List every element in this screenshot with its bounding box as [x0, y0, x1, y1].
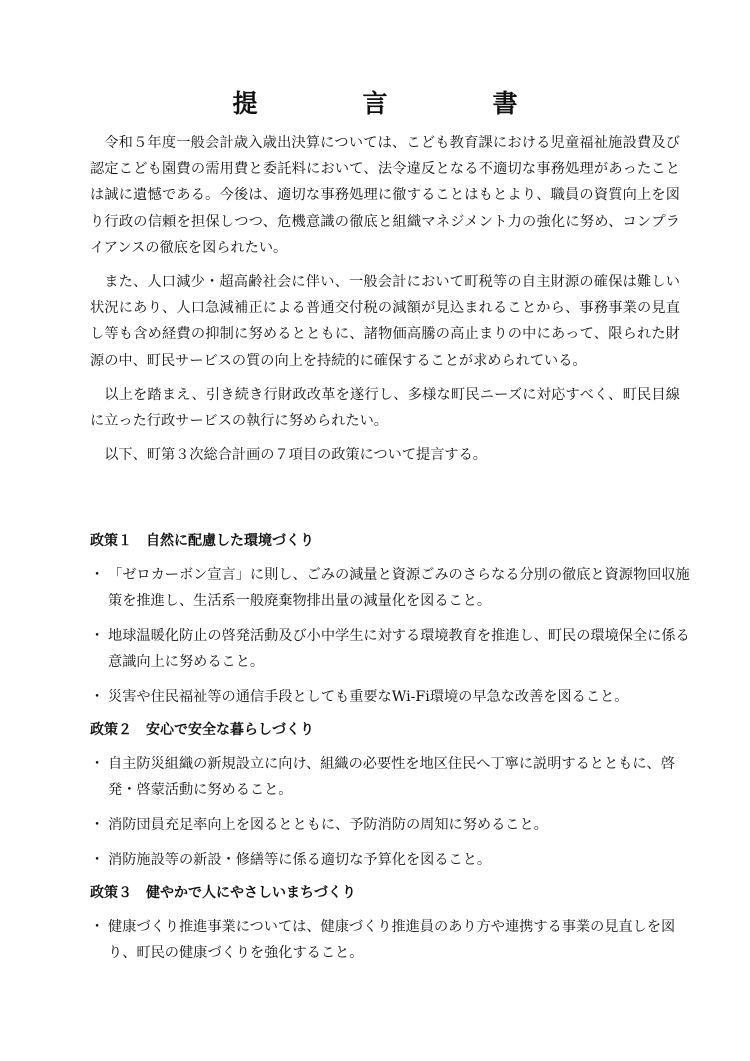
policy-2 — [90, 719, 690, 873]
policy-item — [90, 684, 690, 710]
bullet-mark: ・ — [90, 689, 105, 705]
policy-item-text: 消防団員充足率向上を図るとともに、予防消防の周知に努めること。 — [108, 817, 548, 833]
policy-item — [90, 847, 690, 873]
intro-paragraph-4: 以下、町第３次総合計画の７項目の政策について提言する。 — [104, 447, 487, 464]
policy-item — [90, 751, 690, 803]
policy-item — [90, 623, 690, 675]
policy-3 — [90, 882, 690, 966]
policies-section — [90, 530, 690, 975]
policy-item-list — [90, 914, 690, 966]
policy-heading — [90, 719, 690, 741]
policy-heading — [90, 530, 690, 552]
document-title: 提 言 書 — [232, 89, 558, 118]
policy-1 — [90, 530, 690, 710]
policy-title: 健やかで人にやさしいまちづくり — [146, 885, 356, 901]
policy-number: 政策２ — [90, 722, 132, 738]
bullet-mark: ・ — [90, 756, 105, 772]
policy-item — [90, 562, 690, 614]
policy-item-text: 「ゼロカーボン宣言」に則し、ごみの減量と資源ごみのさらなる分別の徹底と資源物回収施策を推進し、生活系一般廃棄物排出量の減量化を図ること。 — [108, 567, 690, 609]
policy-item-list — [90, 751, 690, 873]
bullet-mark: ・ — [90, 919, 105, 935]
bullet-mark: ・ — [90, 628, 105, 644]
intro-paragraph-2: また、人口減少・超高齢社会に伴い、一般会計において町税等の自主財源の確保は難しい状況にあり、人口急減補正による普通交付税の減額が見込まれることから、事務事業の見直し等も含め経費の抑制に努めるとともに、諸物価高騰の高止まりの中にあって、限られた財源の中、町民サービスの質の向上を持続的に確保することが求められている。 — [90, 274, 680, 369]
policy-item — [90, 914, 690, 966]
policy-heading — [90, 882, 690, 904]
policy-item-text: 自主防災組織の新規設立に向け、組織の必要性を地区住民へ丁寧に説明するとともに、啓発・啓蒙活動に努めること。 — [108, 756, 675, 798]
policy-item-text: 消防施設等の新設・修繕等に係る適切な予算化を図ること。 — [108, 852, 492, 868]
policy-title: 自然に配慮した環境づくり — [146, 533, 314, 549]
policy-item-text: 地球温暖化防止の啓発活動及び小中学生に対する環境教育を推進し、町民の環境保全に係る意識向上に努めること。 — [108, 628, 690, 670]
bullet-mark: ・ — [90, 567, 105, 583]
policy-item-text: 健康づくり推進事業については、健康づくり推進員のあり方や連携する事業の見直しを図り、町民の健康づくりを強化すること。 — [108, 919, 676, 961]
policy-title: 安心で安全な暮らしづくり — [146, 722, 314, 738]
bullet-mark: ・ — [90, 817, 105, 833]
bullet-mark: ・ — [90, 852, 105, 868]
intro-paragraph-1: 令和５年度一般会計歳入歳出決算については、こども教育課における児童福祉施設費及び認定こども園費の需用費と委託料において、法令違反となる不適切な事務処理があったことは誠に遺憾である。今後は、適切な事務処理に徹することはもとより、職員の資質向上を図り行政の信頼を担保しつつ、危機意識の徹底と組織マネジメント力の強化に努め、コンプライアンスの徹底を図られたい。 — [90, 135, 680, 256]
policy-item-list — [90, 562, 690, 710]
intro-paragraph-3: 以上を踏まえ、引き続き行財政改革を遂行し、多様な町民ニーズに対応すべく、町民目線に立った行政サービスの執行に努められたい。 — [90, 386, 680, 430]
intro-section — [90, 130, 680, 476]
policy-number: 政策１ — [90, 533, 132, 549]
policy-number: 政策３ — [90, 885, 132, 901]
policy-item-text: 災害や住民福祉等の通信手段としても重要なWi-Fi環境の早急な改善を図ること。 — [108, 689, 629, 705]
policy-item — [90, 812, 690, 838]
